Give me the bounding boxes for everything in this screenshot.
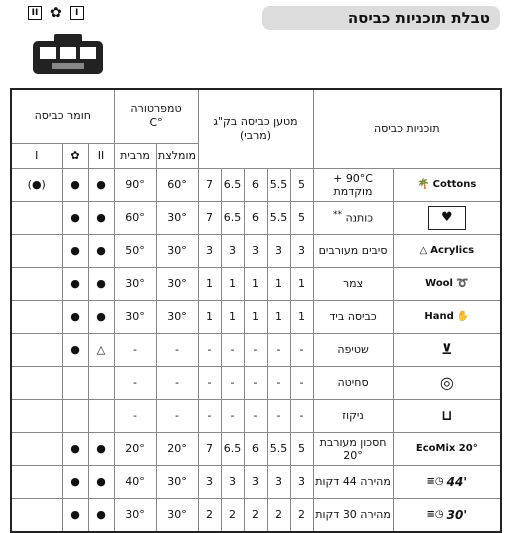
header-temp-recommended: מומלצת [156, 143, 198, 168]
table-cell: ● [62, 498, 88, 532]
table-cell: - [114, 366, 156, 399]
header-load: מטען כביסה בק"ג (מרבי) [198, 89, 313, 168]
table-cell: 5.5 [267, 432, 290, 465]
table-cell: ● [88, 498, 114, 532]
table-cell: - [221, 399, 244, 432]
table-cell: 30° [114, 267, 156, 300]
table-cell: 30° [114, 300, 156, 333]
table-cell: ● [62, 267, 88, 300]
table-cell [11, 300, 62, 333]
table-cell [62, 366, 88, 399]
table-cell: - [267, 399, 290, 432]
table-cell: 1 [267, 300, 290, 333]
table-cell: ● [62, 432, 88, 465]
table-cell: 2 [290, 498, 313, 532]
header-det-flower: ✿ [62, 143, 88, 168]
cotton-boll-icon: ♥ [428, 206, 466, 230]
table-row [11, 201, 501, 234]
program-icon-cell [393, 201, 501, 234]
drain-icon: ⊔ [441, 407, 453, 424]
table-cell: 3 [198, 234, 221, 267]
quick-wash-timer-icon: ≡◷ [426, 509, 444, 520]
table-cell: - [290, 399, 313, 432]
table-cell [11, 432, 62, 465]
table-cell: 3 [221, 234, 244, 267]
table-cell: 3 [198, 465, 221, 498]
table-cell [11, 333, 62, 366]
table-cell: 3 [244, 465, 267, 498]
table-cell: - [221, 333, 244, 366]
table-cell: 1 [198, 267, 221, 300]
table-cell: 1 [198, 300, 221, 333]
header-temperature: טמפרטורה °C [114, 89, 198, 143]
table-cell [11, 498, 62, 532]
program-icon-cell [393, 432, 501, 465]
table-row [11, 498, 501, 532]
program-icon-cell [393, 399, 501, 432]
table-row [11, 366, 501, 399]
table-cell: 1 [290, 267, 313, 300]
table-cell: 90°C + מוקדמת [313, 168, 393, 201]
program-icon-cell: ≡◷ 44' [393, 465, 501, 498]
table-cell: חסכון מעורבת 20° [313, 432, 393, 465]
softener-flower-icon: ✿ [50, 5, 62, 21]
table-cell: 30° [156, 201, 198, 234]
detergent-compartment-legend [28, 6, 84, 20]
program-icon-cell [393, 333, 501, 366]
table-cell: ● [62, 234, 88, 267]
table-cell: כביסה ביד [313, 300, 393, 333]
program-icon-cell: 🌴 Cottons [393, 168, 501, 201]
table-cell: 30° [156, 267, 198, 300]
table-cell: 1 [290, 300, 313, 333]
table-cell: צמר [313, 267, 393, 300]
table-cell: 5 [290, 432, 313, 465]
table-cell: - [244, 366, 267, 399]
table-row [11, 300, 501, 333]
table-cell: שטיפה [313, 333, 393, 366]
table-cell: ניקוז [313, 399, 393, 432]
wool-yarn-icon: ➰ [455, 278, 469, 289]
table-cell: 30° [156, 465, 198, 498]
header-temp-max: מרבית [114, 143, 156, 168]
table-cell: - [114, 399, 156, 432]
table-row [11, 399, 501, 432]
table-cell: ● [88, 432, 114, 465]
table-cell: ● [62, 465, 88, 498]
table-row [11, 432, 501, 465]
table-cell: 6 [244, 432, 267, 465]
table-cell: 7 [198, 201, 221, 234]
table-cell: 30° [156, 234, 198, 267]
table-cell: - [198, 333, 221, 366]
compartment-i-icon: I [70, 6, 84, 20]
header-det-i: I [11, 143, 62, 168]
table-cell: - [244, 399, 267, 432]
table-cell: ● [88, 300, 114, 333]
table-cell: 1 [221, 267, 244, 300]
hand-wash-icon: ✋ [456, 311, 470, 322]
table-cell: ● [88, 168, 114, 201]
table-cell [11, 201, 62, 234]
header-det-ii: II [88, 143, 114, 168]
table-cell [88, 399, 114, 432]
compartment-ii-icon: II [28, 6, 42, 20]
table-cell: 50° [114, 234, 156, 267]
table-cell: 1 [244, 300, 267, 333]
program-icon-cell: ≡◷ 30' [393, 498, 501, 532]
table-cell: 6 [244, 201, 267, 234]
table-cell [11, 399, 62, 432]
table-cell: - [290, 333, 313, 366]
table-cell: ● [88, 201, 114, 234]
table-cell: סיבים מעורבים [313, 234, 393, 267]
table-cell: - [198, 366, 221, 399]
table-cell: △ [88, 333, 114, 366]
program-icon-cell: Hand ✋ [393, 300, 501, 333]
table-cell [88, 366, 114, 399]
table-cell: 20° [156, 432, 198, 465]
table-cell: 90° [114, 168, 156, 201]
table-cell: 5 [290, 168, 313, 201]
table-row [11, 465, 501, 498]
table-cell: מהירה 30 דקות [313, 498, 393, 532]
table-cell: 7 [198, 168, 221, 201]
table-cell: ● [88, 465, 114, 498]
table-cell: 6.5 [221, 432, 244, 465]
table-cell: 40° [114, 465, 156, 498]
table-cell: 2 [267, 498, 290, 532]
header-program: תוכניות כביסה [313, 89, 501, 168]
wash-programs-table [10, 88, 502, 533]
table-cell: ● [62, 300, 88, 333]
table-cell: 1 [244, 267, 267, 300]
table-cell: סחיטה [313, 366, 393, 399]
table-cell: 5.5 [267, 201, 290, 234]
program-icon-cell [393, 366, 501, 399]
table-cell: ● [62, 201, 88, 234]
table-cell: ● [88, 234, 114, 267]
table-cell: מהירה 44 דקות [313, 465, 393, 498]
table-cell: 3 [290, 465, 313, 498]
table-cell: - [267, 333, 290, 366]
page-title: טבלת תוכניות כביסה [262, 6, 500, 30]
program-icon-cell: Wool ➰ [393, 267, 501, 300]
table-cell: 30° [114, 498, 156, 532]
table-cell: 1 [267, 267, 290, 300]
table-cell: - [267, 366, 290, 399]
table-cell: 20° [114, 432, 156, 465]
table-cell: 5.5 [267, 168, 290, 201]
table-cell: (●) [11, 168, 62, 201]
table-cell: ● [88, 267, 114, 300]
table-cell: ● [62, 333, 88, 366]
table-cell: - [244, 333, 267, 366]
table-row [11, 333, 501, 366]
table-row [11, 168, 501, 201]
ecomix-label: EcoMix 20° [415, 443, 478, 454]
table-cell: - [221, 366, 244, 399]
table-cell: 7 [198, 432, 221, 465]
table-row [11, 234, 501, 267]
table-cell: - [156, 366, 198, 399]
cottons-icon: 🌴 [417, 179, 430, 190]
table-cell [11, 267, 62, 300]
table-cell: 3 [290, 234, 313, 267]
table-cell: 6.5 [221, 168, 244, 201]
table-cell: 2 [221, 498, 244, 532]
spin-icon: ◎ [439, 373, 454, 392]
table-cell: כותנה ** [313, 201, 393, 234]
table-row [11, 267, 501, 300]
rinse-icon: ⊻ [441, 341, 453, 358]
table-cell [11, 366, 62, 399]
table-cell: 3 [267, 465, 290, 498]
detergent-drawer-icon [32, 33, 104, 75]
table-cell [11, 234, 62, 267]
table-cell: 60° [114, 201, 156, 234]
acrylics-triangle-icon: △ [419, 245, 428, 256]
table-cell: - [114, 333, 156, 366]
table-cell: ● [62, 168, 88, 201]
table-cell [62, 399, 88, 432]
table-cell: 3 [244, 234, 267, 267]
table-cell: 2 [244, 498, 267, 532]
table-cell: - [156, 333, 198, 366]
table-cell: 30° [156, 498, 198, 532]
table-cell: 3 [221, 465, 244, 498]
table-cell: - [198, 399, 221, 432]
table-cell: 2 [198, 498, 221, 532]
table-cell: 60° [156, 168, 198, 201]
table-cell [11, 465, 62, 498]
header-detergent: חומר כביסה [11, 89, 114, 143]
table-cell: 6 [244, 168, 267, 201]
table-cell: - [290, 366, 313, 399]
table-cell: 5 [290, 201, 313, 234]
table-cell: 6.5 [221, 201, 244, 234]
table-cell: 30° [156, 300, 198, 333]
table-cell: 3 [267, 234, 290, 267]
quick-wash-timer-icon: ≡◷ [426, 476, 444, 487]
program-icon-cell: △ Acrylics [393, 234, 501, 267]
table-cell: - [156, 399, 198, 432]
table-cell: 1 [221, 300, 244, 333]
